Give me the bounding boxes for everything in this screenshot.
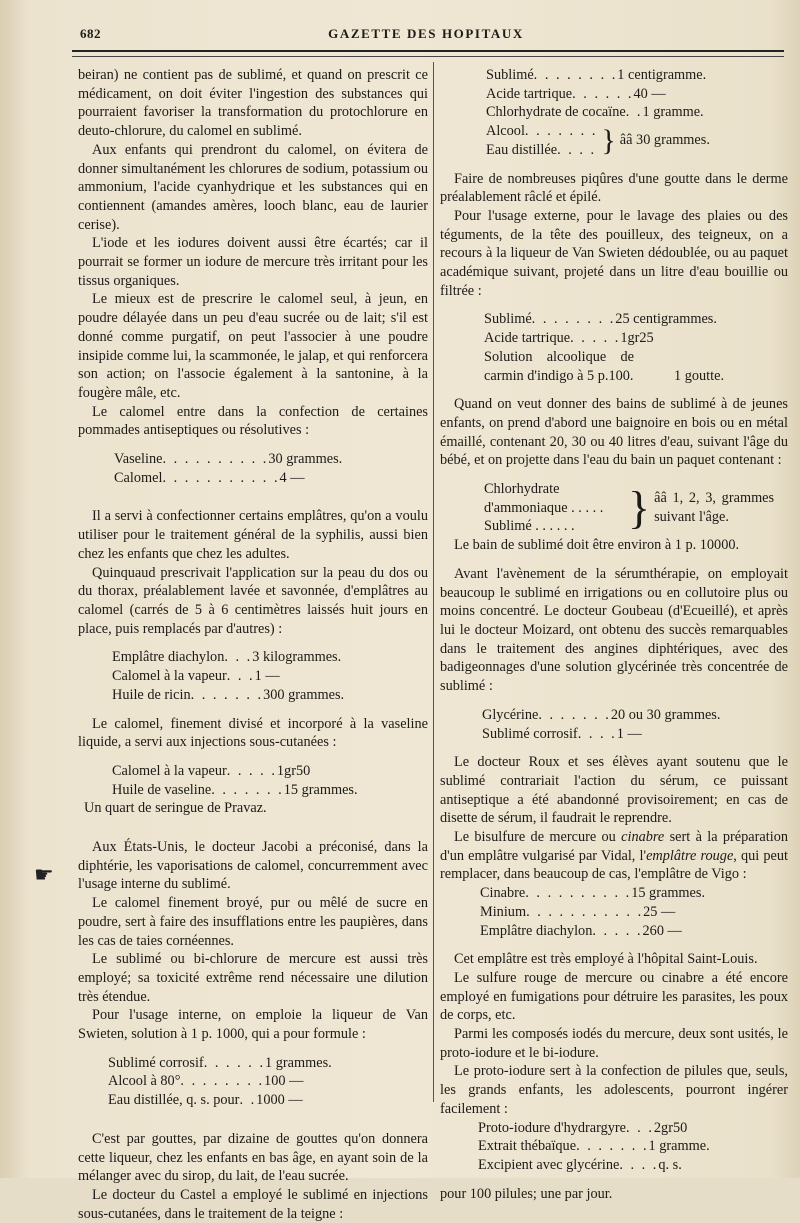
ingredient: Acide tartrique (484, 330, 571, 347)
leader-dots: . . . . . . (531, 518, 575, 535)
quantity: 20 ou 30 grammes. (610, 706, 721, 723)
leader-dots: . . . . . . . . . . (162, 451, 269, 468)
quantity: 1 goutte. (674, 367, 725, 384)
ingredient: Glycérine (482, 706, 539, 723)
prescription-row (486, 141, 597, 160)
ingredient: Emplâtre diachylon (112, 649, 225, 666)
prescription-row (112, 667, 428, 686)
ingredient: Huile de vaseline (112, 781, 212, 798)
leader-dots: . . . . (619, 1156, 659, 1173)
header-rule-thin (72, 56, 784, 57)
leader-dots: . . . (226, 668, 255, 685)
prescription-paquet (440, 310, 788, 385)
leader-dots: . . . . . . . . (533, 67, 618, 83)
paragraph: L'iode et les iodures doivent aussi être écartés; car il pourrait se former un iodure de mercure très irritant pour les tissus organiques. (78, 235, 428, 289)
quantity: 3 kilogrammes. (252, 649, 342, 666)
quantity: ââ 30 grammes. (619, 132, 710, 149)
braced-ingredients (484, 480, 788, 536)
ingredient: Sublimé (484, 518, 532, 535)
prescription-van-swieten (78, 1054, 428, 1110)
ingredient: Sublimé (484, 311, 532, 328)
quantity: 1 gramme. (642, 104, 704, 121)
paragraph: Le mieux est de prescrire le calomel seul, à jeun, en poudre délayée dans un peu d'eau sucrée ou de lait; s'il est donné comme purgatif, on peut l'associer à une poudre insipide comme lui, la scammonée, le jalap, et qui renforcera son action; on l'associe également à la santonine, à la fougère mâle, etc. (78, 291, 428, 401)
leader-dots: . . . . (557, 141, 597, 158)
paragraph: Le sublimé ou bi-chlorure de mercure est aussi très employé; sa toxicité extrême rend nécessaire une dilution très étendue. (78, 951, 428, 1005)
brace-glyph: } (601, 123, 616, 157)
leader-dots: . . . . . . . . . . . (526, 903, 644, 920)
paragraph: Le calomel entre dans la confection de certaines pommades antiseptiques ou résolutives : (78, 403, 428, 439)
prescription-row (486, 122, 597, 141)
paragraph: beiran) ne contient pas de sublimé, et quand on prescrit ce médicament, on doit éviter l'ingestion des substances qui pourraient favoriser la transformation du protochlorure en deuto-chlorure, du calomel en sublimé. (78, 67, 428, 140)
quantity: 1 gramme. (648, 1138, 710, 1155)
ingredient: Excipient avec glycérine (478, 1156, 620, 1173)
ingredient: Emplâtre diachylon (480, 922, 593, 939)
paragraph: Quinquaud prescrivait l'application sur la peau du dos ou du thorax, préalablement lavée et savonnée, d'emplâtres au calomel (carrés de 5 à 6 centimètres laissés huit jours en place, puis remplacés par d'autres) : (78, 564, 428, 637)
leader-dots: . . (239, 1092, 257, 1109)
prescription-emplatre-rouge (440, 884, 788, 940)
prescription-injection (78, 762, 428, 799)
ingredient: Huile de ricin (112, 686, 191, 703)
pointing-hand-mark: ☛ (34, 862, 54, 887)
quantity: 30 grammes. (268, 451, 343, 468)
prescription-row (484, 329, 788, 348)
ingredient: Eau distillée (486, 141, 558, 158)
leader-dots: . . . . . . . (576, 1138, 649, 1155)
quantity: 1 — (616, 725, 642, 742)
quantity: 40 — (633, 85, 666, 102)
leader-dots: . . . (626, 1119, 654, 1136)
quantity: 25 centigrammes. (615, 311, 717, 328)
quantity: 100 — (264, 1073, 304, 1090)
prescription-injection-teigne (440, 66, 788, 160)
paragraph: Avant l'avènement de la sérumthérapie, on employait beaucoup le sublimé en irrigations ou en collutoire plus ou moins concentré. Le docteur Goubeau (d'Ecueillé), et après lui le docteur Moizard, ont obtenu des succès remarquables dans le traitement des angines diphtériques, avec des badigeonnages d'une solution glycérinée très concentrée de sublimé : (440, 565, 788, 695)
text-run: Le bisulfure de mercure ou (454, 829, 622, 846)
ingredient: Sublimé corrosif (108, 1054, 204, 1071)
paragraph: Faire de nombreuses piqûres d'une goutte dans le derme préalablement râclé et épilé. (440, 170, 788, 206)
prescription-row (480, 922, 788, 941)
leader-dots: . . . . . (570, 330, 621, 347)
prescription-row (482, 706, 788, 725)
prescription-badigeonnage (440, 706, 788, 743)
paragraph: Le calomel, finement divisé et incorporé à la vaseline liquide, a servi aux injections sous-cutanées : (78, 715, 428, 751)
quantity: ââ 1, 2, 3, grammes suivant l'âge. (654, 490, 775, 526)
prescription-row (486, 103, 788, 122)
left-column (78, 66, 428, 1223)
ingredient: Eau distillée, q. s. pour (108, 1092, 240, 1109)
ingredient: Sublimé corrosif (482, 725, 578, 742)
quantity: 1 centigramme. (617, 67, 707, 83)
paragraph: Parmi les composés iodés du mercure, deux sont usités, le proto-iodure et le bi-iodure. (440, 1026, 788, 1061)
paragraph: Aux enfants qui prendront du calomel, on évitera de donner simultanément les chlorures de sodium, potassium ou ammonium, l'acide cyanhydrique et les substances qui en contiennent (amandes amères, looch blanc, eau de laurier cerise). (78, 141, 428, 233)
leader-dots: . . . . (577, 725, 617, 742)
prescription-row (112, 686, 428, 705)
prescription-row (112, 648, 428, 667)
italic-term: cinabre (621, 829, 665, 846)
paragraph: Le sulfure rouge de mercure ou cinabre a été encore employé en fumigations pour détruire les parasites, les poux de corps, etc. (440, 969, 788, 1024)
header-rule (72, 50, 784, 52)
prescription-row (478, 1156, 788, 1175)
ingredient: Vaseline (114, 451, 163, 468)
prescription-row (484, 348, 788, 385)
leader-dots: . . (625, 104, 643, 121)
prescription-row (482, 725, 788, 744)
text-run: sert à la préparation d'un emplâtre vulgarisé par Vidal, l' (440, 829, 788, 864)
ingredient: Extrait thébaïque (478, 1138, 577, 1155)
prescription-row (484, 310, 788, 329)
ingredient: Chlorhydrate d'ammoniaque (484, 481, 568, 516)
paragraph: Le docteur Roux et ses élèves ayant soutenu que le sublimé contrariait l'action du sérum, ce puissant antiseptique a été abandonné provisoirement; en cas de disette de sérum, il faudrait le reprendre. (440, 754, 788, 827)
paragraph: Aux États-Unis, le docteur Jacobi a préconisé, dans la diphtérie, les vaporisations de calomel, concurremment avec l'usage interne du sublimé. (78, 839, 428, 893)
leader-dots: . . . . . (226, 762, 277, 779)
leader-dots: . . . . . . . (524, 123, 598, 140)
quantity: 2gr50 (653, 1119, 688, 1136)
leader-dots: . . . . . . . . . . . (162, 469, 280, 486)
prescription-row (478, 1119, 788, 1138)
prescription-row (108, 1072, 428, 1091)
leader-dots: . . . . . (567, 499, 604, 516)
leader-dots: . . . . . . . . (180, 1073, 265, 1090)
quantity: 300 grammes. (263, 686, 345, 703)
prescription-row (486, 66, 788, 85)
column-separator (433, 62, 434, 1102)
prescription-emplatre (78, 648, 428, 704)
ingredient: Alcool à 80° (108, 1073, 181, 1090)
leader-dots: . . . (224, 649, 253, 666)
prescription-row (114, 450, 428, 469)
leader-dots: . . . . . . (203, 1054, 266, 1071)
page-header (70, 26, 782, 46)
running-title: GAZETTE DES HOPITAUX (328, 26, 524, 41)
prescription-pilules (440, 1119, 788, 1175)
prescription-row (478, 1137, 788, 1156)
quantity: 1gr50 (276, 762, 311, 779)
paragraph: Il a servi à confectionner certains emplâtres, qu'on a voulu utiliser pour le traitement général de la syphilis, aussi bien chez les enfants que chez les adultes. (78, 508, 428, 562)
quantity: 25 — (643, 903, 676, 920)
ingredient: Solution alcoolique de carmin d'indigo à 5 p.100. (484, 348, 634, 384)
leader-dots: . . . . . . . (190, 686, 264, 703)
leader-dots: . . . . . (592, 922, 643, 939)
ingredient: Calomel à la vapeur (112, 762, 227, 779)
paragraph: pour 100 pilules; une par jour. (440, 1185, 613, 1202)
brace-glyph: } (628, 482, 651, 534)
leader-dots: . . . . . . . (538, 706, 611, 723)
text-run: , qui peut remplacer, dans beaucoup de cas, l'emplâtre de Vigo : (440, 847, 788, 883)
quantity: q. s. (658, 1156, 682, 1173)
leader-dots: . . . . . . . . . . (525, 885, 632, 902)
paragraph: Le docteur du Castel a employé le sublimé en injections sous-cutanées, dans le traitement de la teigne : (78, 1186, 428, 1222)
ingredient: Chlorhydrate de cocaïne (486, 104, 626, 121)
prescription-row (480, 884, 788, 903)
ingredient: Calomel (114, 469, 163, 486)
prescription-bain (440, 480, 788, 536)
prescription-row (484, 517, 624, 536)
prescription-row (108, 1091, 428, 1110)
ingredient: Proto-iodure d'hydrargyre (478, 1119, 627, 1136)
paragraph: Cet emplâtre est très employé à l'hôpital Saint-Louis. (454, 951, 758, 968)
ingredient: Cinabre (480, 885, 526, 902)
prescription-pommade (78, 450, 428, 487)
ingredient: Calomel à la vapeur (112, 668, 227, 685)
leader-dots: . . . . . . (572, 85, 634, 102)
leader-dots: . . . . . . . (211, 781, 284, 798)
ingredient: Sublimé (486, 67, 534, 83)
prescription-row (484, 480, 624, 517)
prescription-row (486, 85, 788, 104)
prescription-row (112, 762, 428, 781)
italic-term: emplâtre rouge (646, 847, 734, 864)
quantity: 1 grammes. (265, 1054, 332, 1071)
paragraph: Pour l'usage interne, on emploie la liqueur de Van Swieten, solution à 1 p. 1000, qui a pour formule : (78, 1007, 428, 1043)
paragraph: Le bain de sublimé doit être environ à 1 p. 10000. (454, 537, 740, 554)
prescription-row (480, 903, 788, 922)
prescription-row (112, 781, 428, 800)
quantity: 1 — (254, 668, 280, 685)
paragraph: Quand on veut donner des bains de sublimé à de jeunes enfants, on prend d'abord une baignoire en bois ou en métal émaillé, contenant 20, 30 ou 40 litres d'eau, suivant l'âge du bébé, et on projette dans l'eau du bain un paquet contenant : (440, 396, 788, 469)
paragraph: Le calomel finement broyé, pur ou mêlé de sucre en poudre, sert à faire des insufflations entre les paupières, dans les cas de taies cornéennes. (78, 895, 428, 949)
leader-dots: . . . . . . . . (531, 311, 616, 328)
prescription-row (108, 1054, 428, 1073)
paragraph: C'est par gouttes, par dizaine de gouttes qu'on donnera cette liqueur, chez les enfants en bas âge, en ayant soin de la mélanger avec du sirop, du lait, de l'eau sucrée. (78, 1130, 428, 1185)
quantity: 15 grammes. (283, 781, 358, 798)
paragraph (440, 828, 788, 884)
ingredient: Acide tartrique (486, 85, 573, 102)
quantity: 260 — (642, 922, 682, 939)
prescription-row (114, 469, 428, 488)
ingredient: Minium (480, 903, 527, 920)
paragraph: Un quart de seringue de Pravaz. (84, 800, 267, 817)
paragraph: Pour l'usage externe, pour le lavage des plaies ou des téguments, de la tête des pouilleux, des teigneux, on a recours à la liqueur de Van Swieten dédoublée, ou au paquet académique suivant, projeté dans un litre d'eau bouillie ou filtrée : (440, 207, 788, 299)
quantity: 4 — (279, 469, 305, 486)
quantity: 1gr25 (620, 330, 654, 347)
ingredient: Alcool (486, 123, 525, 140)
quantity: 15 grammes. (631, 885, 706, 902)
quantity: 1000 — (256, 1092, 303, 1109)
paragraph: Le proto-iodure sert à la confection de pilules que, seuls, les grands enfants, les adolescents, pourront ingérer facilement : (440, 1063, 788, 1117)
right-column (440, 66, 788, 1203)
braced-ingredients (486, 122, 788, 159)
page-number: 682 (80, 26, 101, 41)
